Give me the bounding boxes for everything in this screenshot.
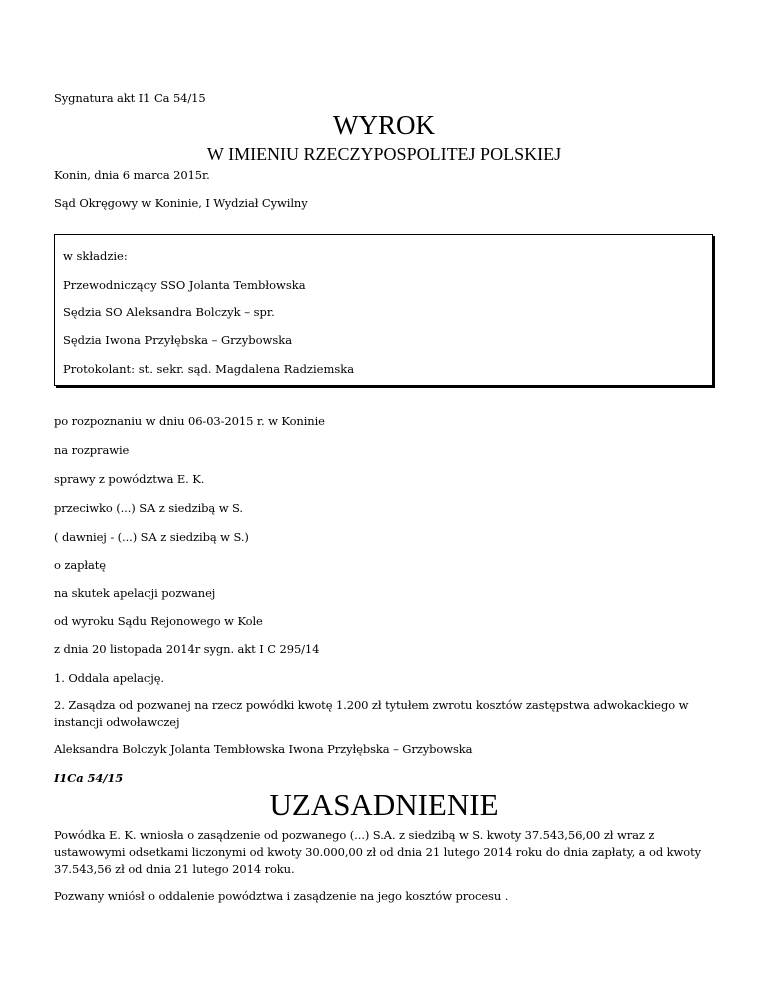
composition-panel <box>54 234 713 386</box>
ruling-item: 1. Oddala apelację. <box>54 671 164 685</box>
composition-label: w składzie: <box>63 249 128 263</box>
justification-paragraph: Powódka E. K. wniosła o zasądzenie od pozwanego (...) S.A. z siedzibą w S. kwoty 37.543,56,00 zł wraz z ustawowymi odsetkami liczonymi od kwoty 30.000,00 zł od dnia 21 lutego 2014 roku do dnia zapłaty, a od kwoty 37.543,56 zł od dnia 21 lutego 2014 roku. <box>54 828 701 876</box>
case-line: o zapłatę <box>54 558 106 572</box>
case-line: sprawy z powództwa E. K. <box>54 472 205 486</box>
court-name: Sąd Okręgowy w Koninie, I Wydział Cywilny <box>54 196 308 210</box>
composition-member: Przewodniczący SSO Jolanta Tembłowska <box>63 278 306 292</box>
case-line: na skutek apelacji pozwanej <box>54 586 216 600</box>
composition-member: Protokolant: st. sekr. sąd. Magdalena Radziemska <box>63 362 355 376</box>
justification-paragraph: Pozwany wniósł o oddalenie powództwa i zasądzenie na jego kosztów procesu . <box>54 889 509 903</box>
case-line: po rozpoznaniu w dniu 06-03-2015 r. w Koninie <box>54 414 325 428</box>
title-wyrok: WYROK <box>333 110 435 140</box>
composition-member: Sędzia SO Aleksandra Bolczyk – spr. <box>63 305 275 319</box>
case-line: przeciwko (...) SA z siedzibą w S. <box>54 501 243 515</box>
case-line: ( dawniej - (...) SA z siedzibą w S.) <box>54 530 249 544</box>
title-uzasadnienie: UZASADNIENIE <box>269 787 499 822</box>
signatures: Aleksandra Bolczyk Jolanta Tembłowska Iwona Przyłębska – Grzybowska <box>54 742 473 756</box>
case-signature: Sygnatura akt I1 Ca 54/15 <box>54 91 206 105</box>
date-place: Konin, dnia 6 marca 2015r. <box>54 168 210 182</box>
ruling-item: 2. Zasądza od pozwanej na rzecz powódki kwotę 1.200 zł tytułem zwrotu kosztów zastępstwa adwokackiego w instancji odwoławczej <box>54 698 689 729</box>
case-line: na rozprawie <box>54 443 130 457</box>
case-line: od wyroku Sądu Rejonowego w Kole <box>54 614 263 628</box>
case-line: z dnia 20 listopada 2014r sygn. akt I C 295/14 <box>54 642 320 656</box>
reference-number: I1Ca 54/15 <box>54 771 124 785</box>
title-in-the-name: W IMIENIU RZECZYPOSPOLITEJ POLSKIEJ <box>206 144 562 164</box>
composition-member: Sędzia Iwona Przyłębska – Grzybowska <box>63 333 293 347</box>
